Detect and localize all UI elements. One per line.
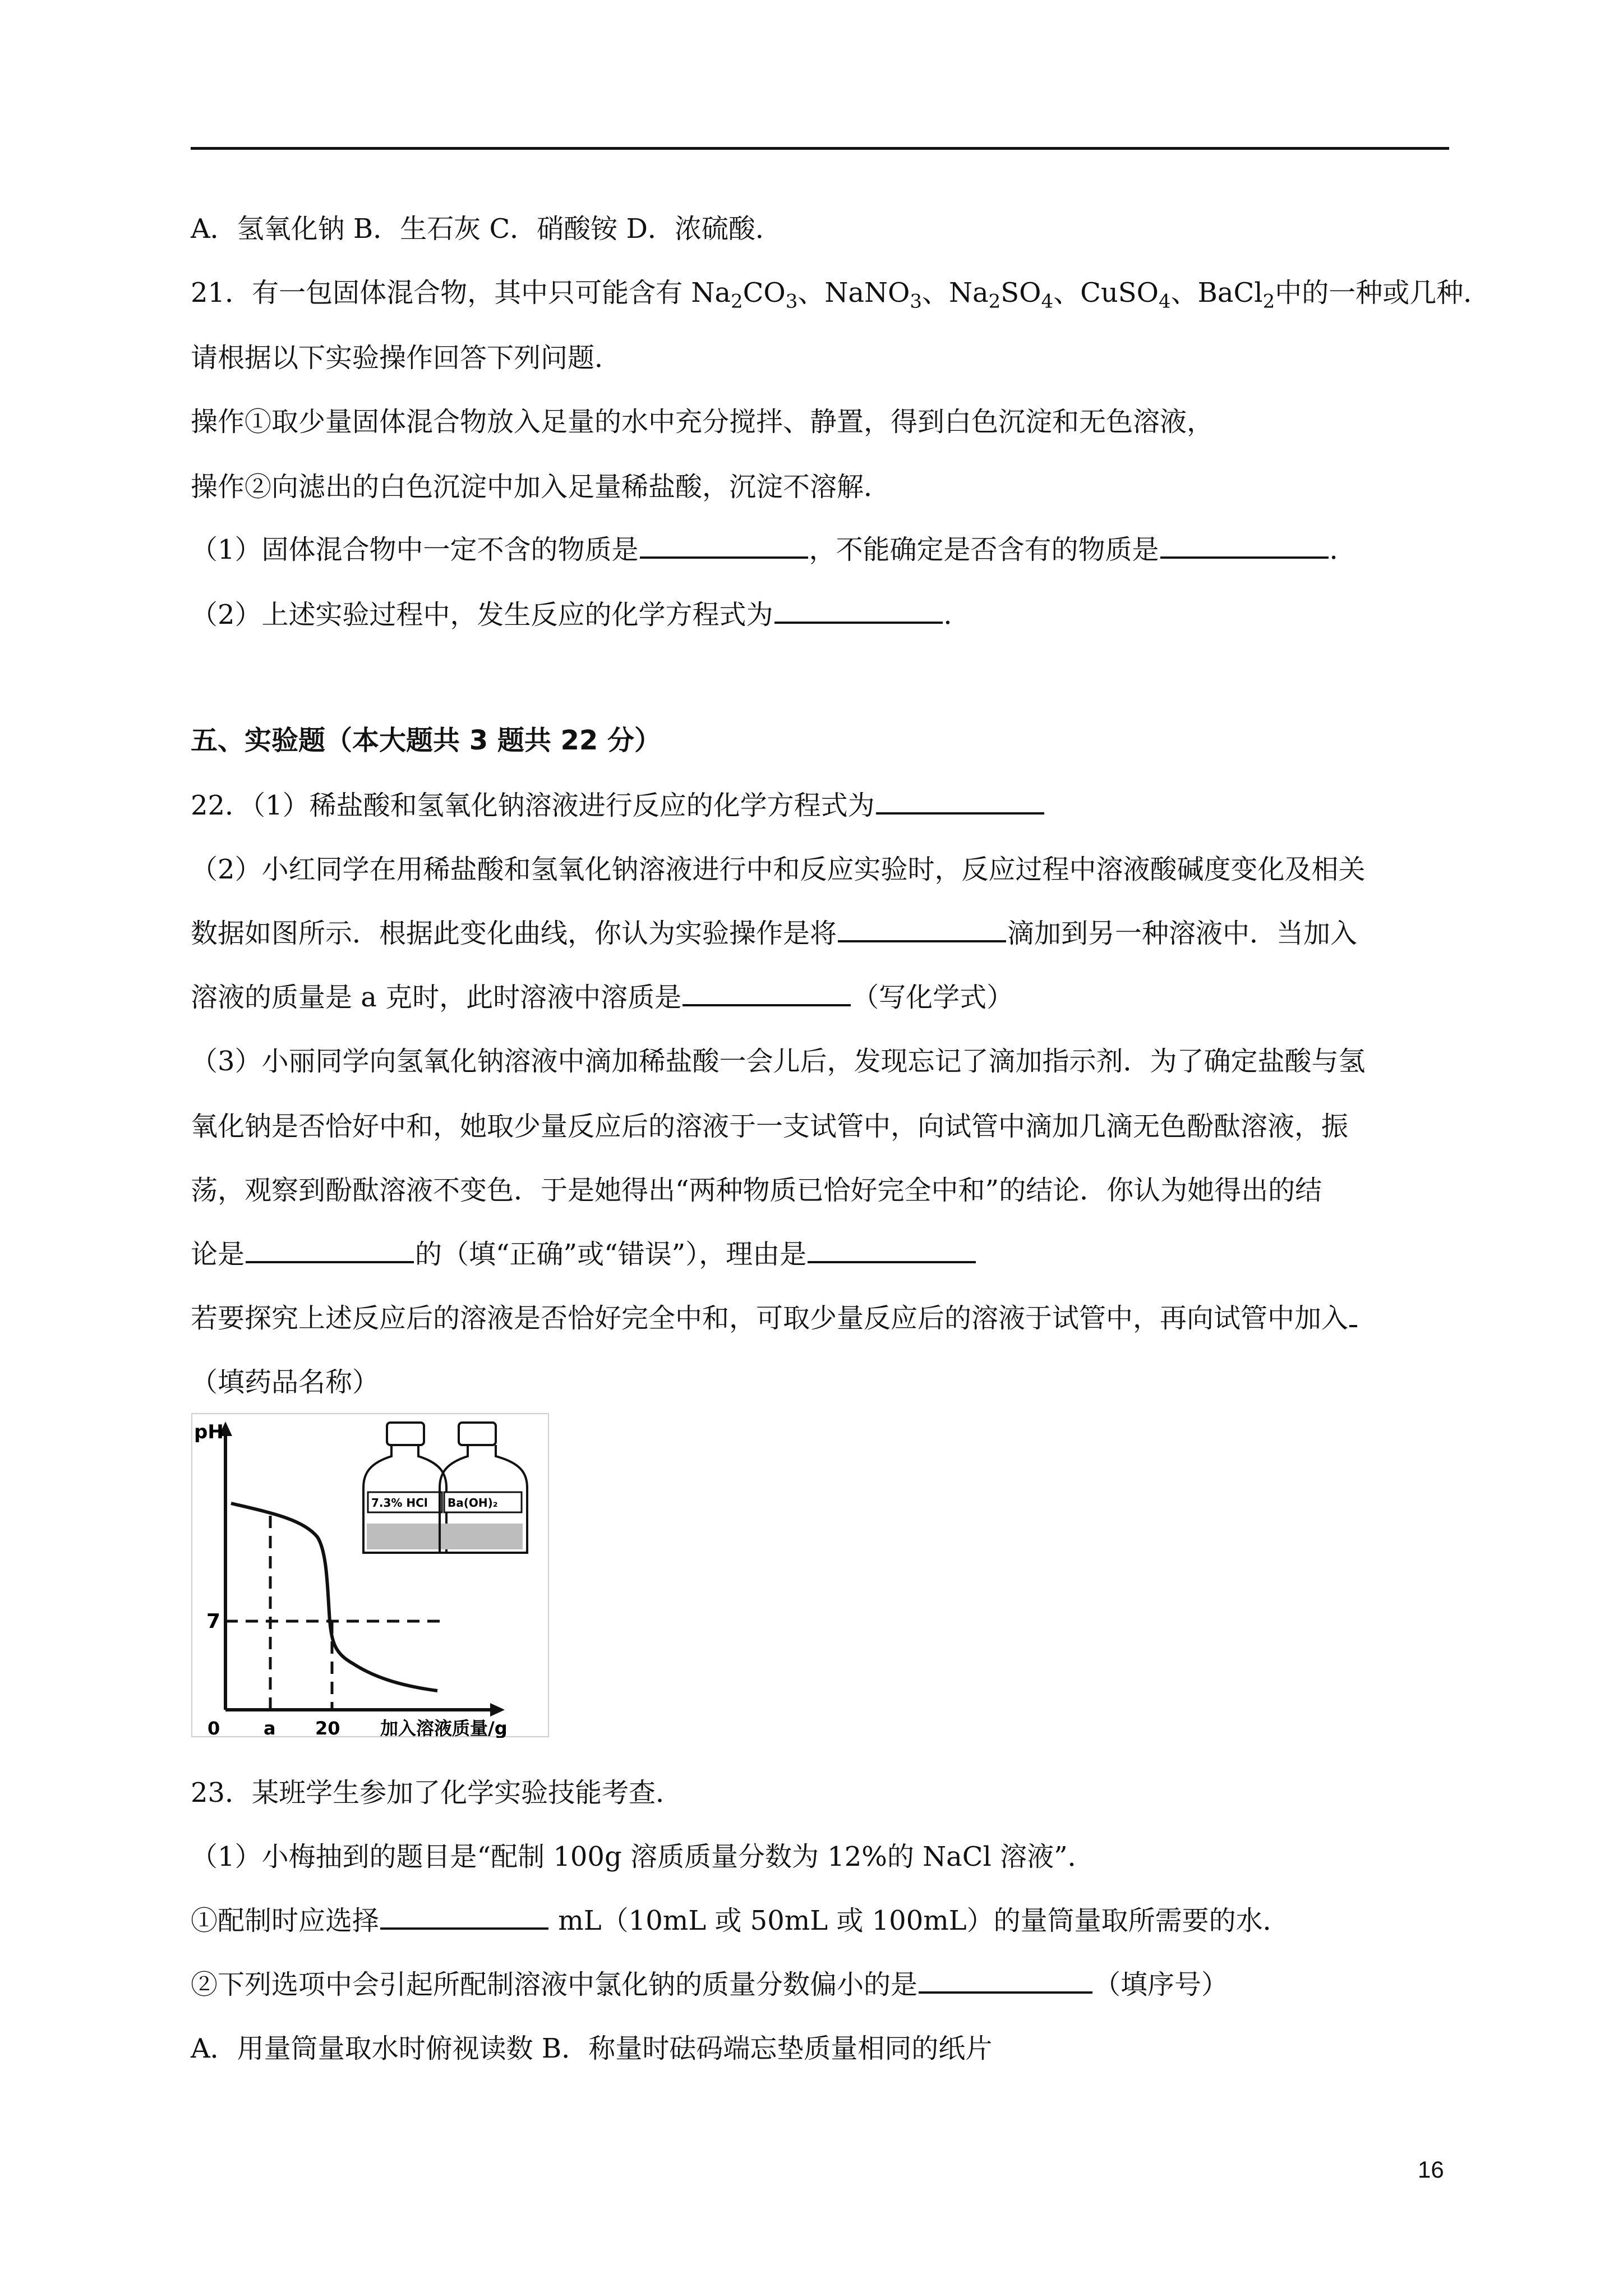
answer-blank[interactable] <box>380 1927 548 1930</box>
q22-part3-line4: 论是 的（填“正确”或“错误”），理由是 <box>191 1236 1453 1272</box>
y-axis-label: pH <box>194 1421 224 1443</box>
q21-part2: （2）上述实验过程中，发生反应的化学方程式为 ． <box>191 599 971 631</box>
q23-choice1: ①配制时应选择 mL（10mL 或 50mL 或 100mL）的量筒量取所需要的水． <box>191 1905 1290 1936</box>
q22-part3-line3: 荡，观察到酚酞溶液不变色．于是她得出“两种物质已恰好完全中和”的结论．你认为她得出的结 <box>191 1175 1322 1206</box>
x-tick-0: 0 <box>208 1718 220 1738</box>
q22-part3-line5: 若要探究上述反应后的溶液是否恰好完全中和，可取少量反应后的溶液于试管中，再向试管中加入 <box>191 1300 1453 1336</box>
ph-curve-figure <box>191 1412 550 1740</box>
baoh2-bottle <box>440 1423 527 1553</box>
answer-blank[interactable] <box>246 1260 414 1263</box>
q21-op1: 操作①取少量固体混合物放入足量的水中充分搅拌、静置，得到白色沉淀和无色溶液， <box>191 406 1214 438</box>
x-tick-a: a <box>264 1718 276 1738</box>
answer-blank[interactable] <box>919 1991 1092 1994</box>
answer-blank[interactable] <box>838 940 1006 942</box>
bottle1-label: 7.3% HCl <box>371 1496 428 1510</box>
answer-blank[interactable] <box>640 556 808 559</box>
x-axis-arrow <box>490 1703 505 1717</box>
answer-blank[interactable] <box>876 812 1044 815</box>
q22-part2-line2: 数据如图所示．根据此变化曲线，你认为实验操作是将 滴加到另一种溶液中．当加入 <box>191 918 1358 949</box>
q23-choice2: ②下列选项中会引起所配制溶液中氯化钠的质量分数偏小的是 （填序号） <box>191 1969 1229 2000</box>
q22-part3-line2: 氧化钠是否恰好中和，她取少量反应后的溶液于一支试管中，向试管中滴加几滴无色酚酞溶液，振 <box>191 1111 1349 1142</box>
q22-part2-line1: （2）小红同学在用稀盐酸和氢氧化钠溶液进行中和反应实验时，反应过程中溶液酸碱度变化及相关 <box>191 854 1366 885</box>
answer-blank[interactable] <box>1349 1324 1357 1327</box>
header-rule <box>191 147 1449 150</box>
bottle2-label: Ba(OH)₂ <box>448 1496 498 1510</box>
hcl-bottle <box>363 1423 446 1553</box>
answer-blank[interactable] <box>774 621 943 624</box>
q23-intro: 23．某班学生参加了化学实验技能考查． <box>191 1777 683 1809</box>
answer-blank[interactable] <box>808 1260 976 1263</box>
q23-options: A．用量筒量取水时俯视读数 B．称量时砝码端忘垫质量相同的纸片 <box>191 2033 993 2064</box>
x-axis-label: 加入溶液质量/g <box>380 1718 508 1738</box>
q21-line2: 请根据以下实验操作回答下列问题． <box>191 342 622 374</box>
q21-line1: 21．有一包固体混合物，其中只可能含有 $Na_2CO_3$、NaNO$_3$、$Na_2SO_4$、CuSO$_4$、BaCl$_2$中的一种或几种． <box>191 277 1491 313</box>
x-tick-20: 20 <box>315 1718 340 1738</box>
q20-options: A．氢氧化钠 B．生石灰 C．硝酸铵 D．浓硫酸． <box>191 213 782 245</box>
y-tick-7: 7 <box>206 1610 221 1633</box>
figure-frame <box>192 1414 548 1737</box>
q22-part1: 22．（1）稀盐酸和氢氧化钠溶液进行反应的化学方程式为 <box>191 788 1453 823</box>
answer-blank[interactable] <box>683 1004 851 1006</box>
q22-part3-line6: （填药品名称） <box>191 1366 380 1398</box>
q23-part1: （1）小梅抽到的题目是“配制 100g 溶质质量分数为 12%的 NaCl 溶液”． <box>191 1841 1095 1872</box>
section5-title: 五、实验题（本大题共 3 题共 22 分） <box>191 725 662 756</box>
q22-part2-line3: 溶液的质量是 a 克时，此时溶液中溶质是 （写化学式） <box>191 982 1014 1013</box>
page-number: 16 <box>1418 2156 1444 2183</box>
q22-part3-line1: （3）小丽同学向氢氧化钠溶液中滴加稀盐酸一会儿后，发现忘记了滴加指示剂．为了确定盐酸与氢 <box>191 1046 1366 1077</box>
q21-part1: （1）固体混合物中一定不含的物质是 ，不能确定是否含有的物质是 ． <box>191 534 1357 565</box>
answer-blank[interactable] <box>1160 556 1329 559</box>
q21-op2: 操作②向滤出的白色沉淀中加入足量稀盐酸，沉淀不溶解． <box>191 471 891 503</box>
